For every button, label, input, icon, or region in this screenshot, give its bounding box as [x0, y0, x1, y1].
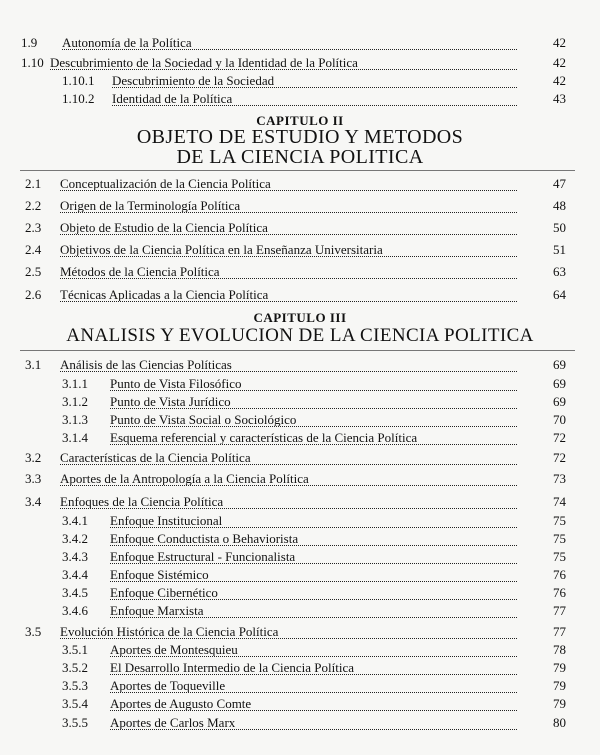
toc-row	[0, 492, 600, 512]
toc-title: Enfoque Cibernético	[110, 583, 517, 600]
toc-row	[0, 374, 600, 394]
toc-title: Objetivos de la Ciencia Política en la Enseñanza Universitaria	[60, 240, 517, 257]
toc-page-number: 48	[553, 198, 566, 213]
toc-title: Esquema referencial y características de la Ciencia Política	[110, 428, 517, 445]
toc-title: Características de la Ciencia Política	[60, 448, 517, 465]
toc-row	[0, 601, 600, 621]
toc-row	[0, 53, 600, 73]
toc-page-number: 77	[553, 624, 566, 639]
toc-title: Aportes de Toqueville	[110, 676, 517, 693]
toc-row	[0, 511, 600, 531]
toc-row	[0, 240, 600, 260]
toc-number: 3.1.1	[62, 376, 88, 391]
toc-row	[0, 410, 600, 430]
toc-number: 3.1	[25, 357, 42, 372]
toc-number: 2.6	[25, 287, 42, 302]
toc-title: Aportes de Montesquieu	[110, 640, 517, 657]
toc-number: 2.4	[25, 242, 42, 257]
toc-number: 3.4.5	[62, 585, 88, 600]
toc-page-number: 42	[553, 35, 566, 50]
toc-number: 3.3	[25, 471, 42, 486]
toc-page-number: 50	[553, 220, 566, 235]
toc-row	[0, 355, 600, 375]
toc-page-number: 74	[553, 494, 566, 509]
toc-number: 2.5	[25, 264, 42, 279]
divider	[20, 170, 575, 171]
toc-title: Evolución Histórica de la Ciencia Política	[60, 622, 517, 639]
toc-page-number: 70	[553, 412, 566, 427]
toc-row	[0, 676, 600, 696]
toc-title: Origen de la Terminología Política	[60, 196, 517, 213]
toc-number: 3.5	[25, 624, 42, 639]
toc-row	[0, 565, 600, 585]
toc-title: Punto de Vista Filosófico	[110, 374, 517, 391]
toc-number: 3.2	[25, 450, 42, 465]
toc-number: 2.2	[25, 198, 42, 213]
toc-number: 3.4.6	[62, 603, 88, 618]
toc-page-number: 79	[553, 678, 566, 693]
toc-row	[0, 196, 600, 216]
toc-title: Objeto de Estudio de la Ciencia Política	[60, 218, 517, 235]
toc-page-number: 76	[553, 567, 566, 582]
toc-number: 3.1.4	[62, 430, 88, 445]
toc-title: Enfoque Marxista	[110, 601, 517, 618]
toc-number: 3.5.5	[62, 715, 88, 730]
toc-title: Identidad de la Política	[112, 89, 517, 106]
toc-number: 3.1.2	[62, 394, 88, 409]
toc-page-number: 79	[553, 660, 566, 675]
toc-title: Enfoques de la Ciencia Política	[60, 492, 517, 509]
toc-page-number: 51	[553, 242, 566, 257]
toc-title: Conceptualización de la Ciencia Política	[60, 174, 517, 191]
toc-page-number: 77	[553, 603, 566, 618]
toc-title: Enfoque Estructural - Funcionalista	[110, 547, 517, 564]
toc-page-number: 75	[553, 549, 566, 564]
toc-page-number: 75	[553, 513, 566, 528]
toc-page-number: 69	[553, 357, 566, 372]
toc-row	[0, 469, 600, 489]
chapter-title: ANALISIS Y EVOLUCION DE LA CIENCIA POLITICA	[66, 325, 534, 346]
toc-number: 2.3	[25, 220, 42, 235]
toc-row	[0, 262, 600, 282]
toc-page-number: 42	[553, 73, 566, 88]
toc-number: 3.5.3	[62, 678, 88, 693]
toc-title: Enfoque Conductista o Behaviorista	[110, 529, 517, 546]
toc-page-number: 63	[553, 264, 566, 279]
toc-page-number: 64	[553, 287, 566, 302]
toc-title: Descubrimiento de la Sociedad y la Identidad de la Política	[50, 53, 517, 70]
toc-page-number: 69	[553, 376, 566, 391]
toc-number: 1.10.2	[62, 91, 95, 106]
toc-title: Técnicas Aplicadas a la Ciencia Política	[60, 285, 517, 302]
toc-row	[0, 33, 600, 53]
toc-number: 3.4.4	[62, 567, 88, 582]
toc-page-number: 76	[553, 585, 566, 600]
toc-row	[0, 285, 600, 305]
toc-number: 3.1.3	[62, 412, 88, 427]
toc-row	[0, 640, 600, 660]
toc-row	[0, 392, 600, 412]
toc-row	[0, 529, 600, 549]
toc-page-number: 72	[553, 450, 566, 465]
toc-number: 3.5.2	[62, 660, 88, 675]
toc-row	[0, 622, 600, 642]
toc-page-number: 73	[553, 471, 566, 486]
toc-title: Enfoque Institucional	[110, 511, 517, 528]
toc-number: 3.4	[25, 494, 42, 509]
toc-title: Métodos de la Ciencia Política	[60, 262, 517, 279]
toc-row	[0, 89, 600, 109]
toc-row	[0, 658, 600, 678]
toc-number: 3.4.2	[62, 531, 88, 546]
toc-row	[0, 448, 600, 468]
toc-page-number: 42	[553, 55, 566, 70]
toc-number: 1.10	[21, 55, 44, 70]
toc-page-number: 47	[553, 176, 566, 191]
toc-row	[0, 694, 600, 714]
toc-title: Aportes de Carlos Marx	[110, 713, 517, 730]
toc-title: El Desarrollo Intermedio de la Ciencia Política	[110, 658, 517, 675]
toc-number: 3.4.3	[62, 549, 88, 564]
toc-row	[0, 428, 600, 448]
toc-title: Descubrimiento de la Sociedad	[112, 71, 517, 88]
chapter-label: CAPITULO II	[256, 113, 344, 128]
toc-page-number: 72	[553, 430, 566, 445]
toc-number: 2.1	[25, 176, 42, 191]
toc-page-number: 80	[553, 715, 566, 730]
toc-page-number: 43	[553, 91, 566, 106]
toc-row	[0, 547, 600, 567]
chapter-title: OBJETO DE ESTUDIO Y METODOS	[136, 126, 464, 148]
toc-page-number: 69	[553, 394, 566, 409]
divider	[20, 350, 575, 351]
toc-row	[0, 71, 600, 91]
toc-title: Análisis de las Ciencias Políticas	[60, 355, 517, 372]
toc-page-number: 75	[553, 531, 566, 546]
chapter-title: DE LA CIENCIA POLITICA	[176, 146, 424, 168]
toc-number: 1.9	[21, 35, 38, 50]
toc-number: 3.5.4	[62, 696, 88, 711]
toc-title: Aportes de Augusto Comte	[110, 694, 517, 711]
toc-page-number: 78	[553, 642, 566, 657]
toc-title: Punto de Vista Jurídico	[110, 392, 517, 409]
toc-page-number: 79	[553, 696, 566, 711]
toc-number: 1.10.1	[62, 73, 95, 88]
chapter-label: CAPITULO III	[253, 310, 347, 325]
toc-row	[0, 583, 600, 603]
toc-number: 3.4.1	[62, 513, 88, 528]
toc-row	[0, 218, 600, 238]
toc-title: Enfoque Sistémico	[110, 565, 517, 582]
toc-title: Punto de Vista Social o Sociológico	[110, 410, 517, 427]
toc-title: Autonomía de la Política	[62, 33, 517, 50]
toc-title: Aportes de la Antropología a la Ciencia Política	[60, 469, 517, 486]
toc-number: 3.5.1	[62, 642, 88, 657]
toc-row	[0, 713, 600, 733]
toc-row	[0, 174, 600, 194]
